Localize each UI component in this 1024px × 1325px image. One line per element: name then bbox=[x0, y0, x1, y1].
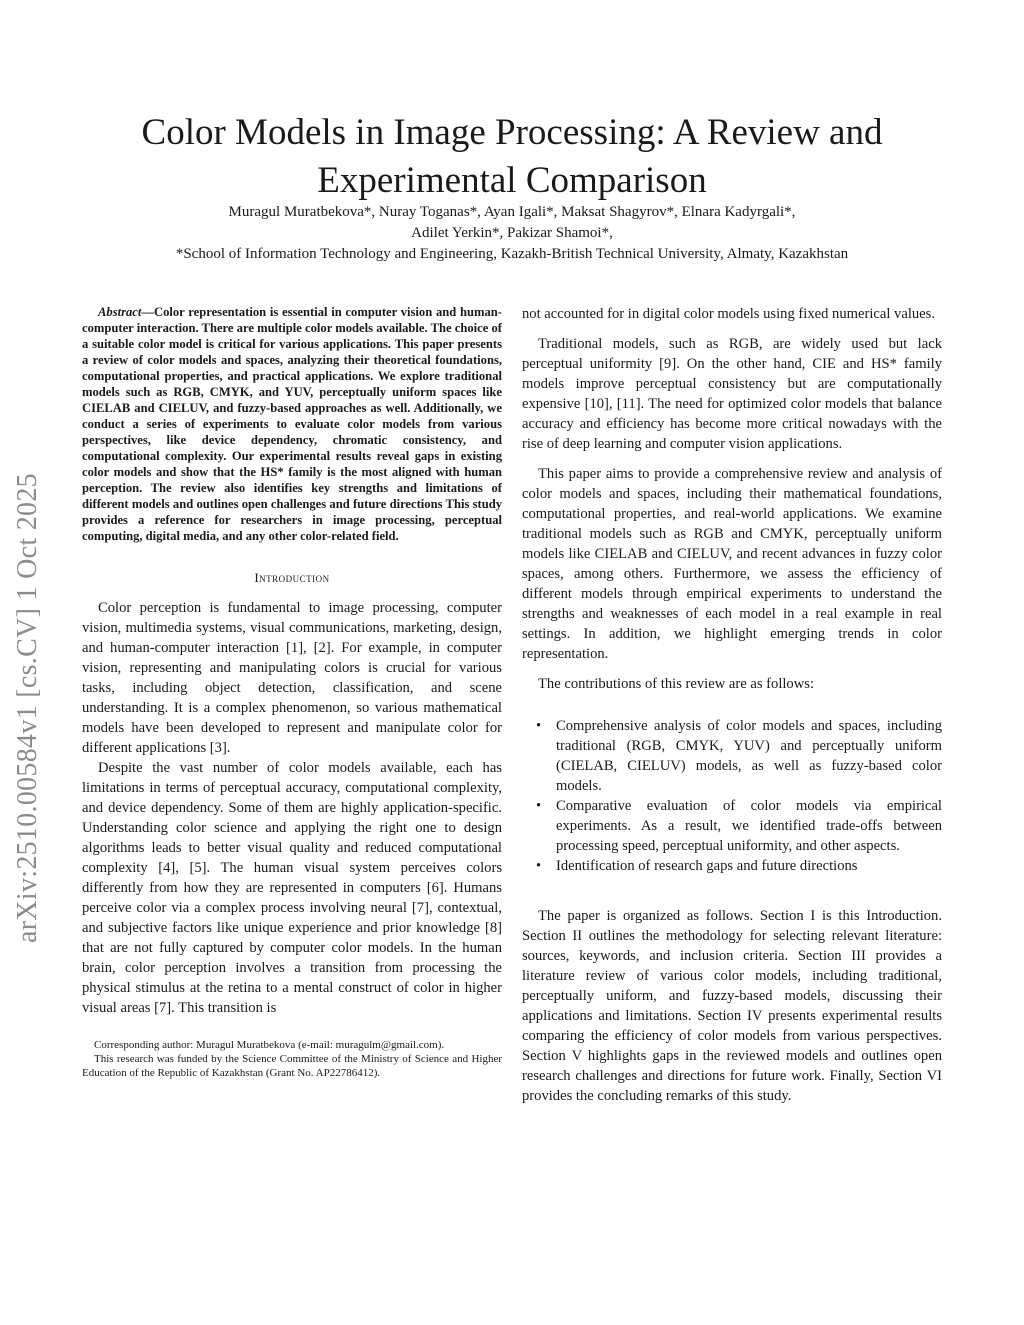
introduction-heading: Introduction bbox=[254, 570, 330, 585]
list-item: • Comparative evaluation of color models via empirical experiments. As a result, we identified trade-offs between processing speed, perceptual uniformity, and other aspects. bbox=[556, 796, 942, 856]
footnote-funding: This research was funded by the Science Committee of the Ministry of Science and Higher Education of the Republic of Kazakhstan (Grant No. AP22786412). bbox=[82, 1053, 502, 1079]
contributions-list bbox=[522, 716, 942, 876]
intro-paragraph-6: The paper is organized as follows. Section I is this Introduction. Section II outlines the methodology for selecting relevant literature: sources, keywords, and inclusion criteria. Section III provides a literature review of various color models, including traditional, perceptually uniform, and fuzzy-based models, discussing their applications and limitations. Section IV presents experimental results comparing the efficiency of color models from various perspectives. Section V highlights gaps in the reviewed models and outlines open research challenges and directions for future work. Finally, Section VI provides the concluding remarks of this study. bbox=[522, 908, 942, 1104]
footnotes bbox=[82, 1038, 502, 1080]
author-block bbox=[60, 202, 964, 265]
list-item: • Comprehensive analysis of color models and spaces, including traditional (RGB, CMYK, YUV) and perceptually uniform (CIELAB, CIELUV) models, as well as fuzzy-based color models. bbox=[556, 716, 942, 796]
abstract-label: Abstract bbox=[98, 305, 142, 319]
intro-paragraph-4: This paper aims to provide a comprehensive review and analysis of color models and spaces, including their mathematical foundations, computational properties, and real-world applications. We examine traditional models such as RGB and CMYK, perceptually uniform models like CIELAB and CIELUV, and recent advances in fuzzy color spaces, among others. Furthermore, we assess the efficiency of different models through empirical experiments to understand the strengths and weaknesses of each model in a real example in real settings. In addition, we highlight emerging trends in color representation. bbox=[522, 466, 942, 662]
affiliation: *School of Information Technology and Engineering, Kazakh-British Technical University, Almaty, Kazakhstan bbox=[175, 246, 849, 262]
list-item: • Identification of research gaps and future directions bbox=[556, 856, 942, 876]
arxiv-identifier: arXiv:2510.00584v1 [cs.CV] 1 Oct 2025 bbox=[12, 473, 43, 943]
authors-line-1: Muragul Muratbekova*, Nuray Toganas*, Ayan Igali*, Maksat Shagyrov*, Elnara Kadyrgali*, bbox=[228, 204, 796, 220]
intro-paragraph-5: The contributions of this review are as follows: bbox=[538, 676, 814, 692]
footnote-corresponding-author: Corresponding author: Muragul Muratbekova (e-mail: muragulm@gmail.com). bbox=[94, 1039, 445, 1051]
abstract-body: —Color representation is essential in computer vision and human-computer interaction. There are multiple color models available. The choice of a suitable color model is critical for various applications. This paper presents a review of color models and spaces, analyzing their theoretical foundations, computational properties, and practical applications. We explore traditional models such as RGB, CMYK, and YUV, perceptually uniform spaces like CIELAB and CIELUV, and fuzzy-based approaches as well. Additionally, we conduct a series of experiments to evaluate color models from various perspectives, like device dependency, chromatic consistency, and computational complexity. Our experimental results reveal gaps in existing color models and show that the HS* family is the most aligned with human perception. The review also identifies key strengths and limitations of different models and outlines open challenges and future directions This study provides a reference for researchers in image processing, perceptual computing, digital media, and any other color-related field. bbox=[82, 305, 502, 543]
right-column bbox=[522, 304, 942, 1106]
intro-paragraph-1: Color perception is fundamental to image processing, computer vision, multimedia systems, visual communications, marketing, design, and human-computer interaction [1], [2]. For example, in computer vision, representing and manipulating colors is crucial for various tasks, including object detection, classification, and scene understanding. It is a complex phenomenon, so various mathematical models have been developed to represent and manipulate color for different applications [3]. bbox=[82, 600, 502, 756]
intro-paragraph-2: Despite the vast number of color models available, each has limitations in terms of perceptual accuracy, computational complexity, and device dependency. Some of them are highly application-specific. Understanding color science and applying the right one to design algorithms leads to better visual quality and reduced computational complexity [4], [5]. The human visual system perceives colors differently from how they are represented in computers [6]. Humans perceive color via a complex process involving neural [7], contextual, and subjective factors like unique experience and prior knowledge [8] that are not fully captured by computer color models. In the human brain, color perception involves a transition from processing the physical stimulus at the retina to a mental construct of color in higher visual areas [7]. This transition is bbox=[82, 760, 502, 1016]
abstract bbox=[82, 304, 502, 544]
intro-paragraph-3: Traditional models, such as RGB, are widely used but lack perceptual uniformity [9]. On the other hand, CIE and HS* family models improve perceptual consistency but are computationally expensive [10], [11]. The need for optimized color models that balance accuracy and efficiency has become more critical nowadays with the rise of deep learning and computer vision applications. bbox=[522, 336, 942, 452]
paper-title: Color Models in Image Processing: A Review and Experimental Comparison bbox=[141, 111, 883, 201]
left-column bbox=[82, 304, 502, 1080]
authors-line-2: Adilet Yerkin*, Pakizar Shamoi*, bbox=[411, 225, 613, 241]
intro-paragraph-continued: not accounted for in digital color models using fixed numerical values. bbox=[522, 306, 935, 322]
